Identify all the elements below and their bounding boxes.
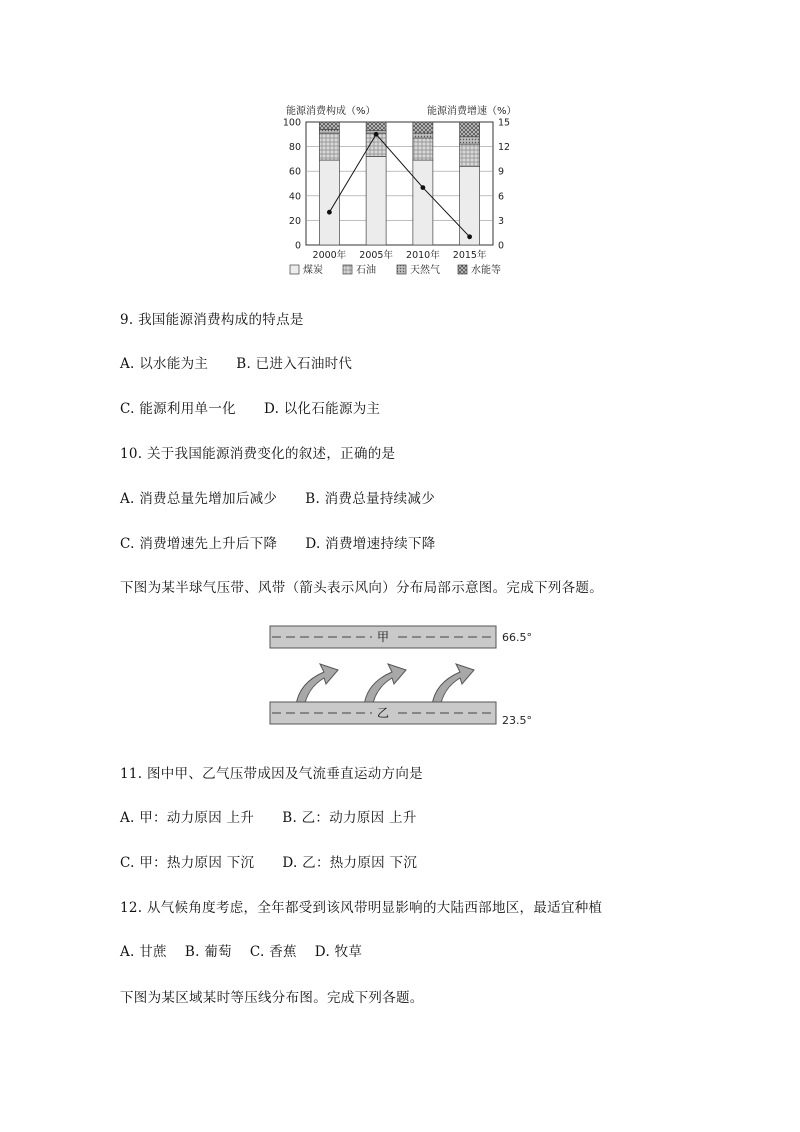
q10-option-d: D. 消费增速持续下降 bbox=[305, 536, 436, 552]
q9-option-d: D. 以化石能源为主 bbox=[263, 401, 381, 417]
left-tick-label: 20 bbox=[288, 215, 301, 227]
right-tick-label: 0 bbox=[498, 240, 505, 252]
left-tick-label: 60 bbox=[288, 166, 301, 178]
bar-segment-煤炭 bbox=[366, 156, 386, 245]
q11-option-a: A. 甲：动力原因 上升 bbox=[120, 810, 255, 826]
legend-swatch bbox=[458, 265, 467, 274]
pressure-belt-diagram bbox=[0, 620, 800, 740]
q10-option-a: A. 消费总量先增加后减少 bbox=[120, 491, 278, 507]
growth-rate-point bbox=[420, 185, 425, 190]
growth-rate-line bbox=[329, 134, 469, 237]
x-tick-label: 2000年 bbox=[312, 250, 347, 261]
left-tick-label: 40 bbox=[288, 191, 301, 203]
wind-arrow bbox=[432, 664, 474, 708]
bar-segment-石油 bbox=[319, 133, 339, 160]
bar-segment-石油 bbox=[460, 144, 480, 166]
bar-segment-天然气 bbox=[460, 137, 480, 144]
right-tick-label: 6 bbox=[498, 191, 505, 203]
right-tick-label: 12 bbox=[498, 142, 511, 154]
bar-segment-天然气 bbox=[319, 129, 339, 133]
bottom-belt-label: 乙 bbox=[376, 706, 390, 720]
q11-options-row1 bbox=[120, 806, 417, 826]
bar-segment-天然气 bbox=[413, 133, 433, 138]
q11-option-d: D. 乙：热力原因 下沉 bbox=[282, 855, 418, 871]
bar-segment-水能等 bbox=[460, 122, 480, 137]
q10-stem: 10. 关于我国能源消费变化的叙述，正确的是 bbox=[120, 446, 396, 462]
q10-option-b: B. 消费总量持续减少 bbox=[305, 491, 436, 507]
legend-label: 石油 bbox=[356, 265, 376, 276]
q11-stem: 11. 图中甲、乙气压带成因及气流垂直运动方向是 bbox=[120, 766, 423, 782]
x-tick-label: 2015年 bbox=[452, 250, 487, 261]
isobar-intro: 下图为某区域某时等压线分布图。完成下列各题。 bbox=[120, 990, 424, 1006]
legend-label: 水能等 bbox=[471, 265, 501, 276]
q11-option-c: C. 甲：热力原因 下沉 bbox=[120, 855, 255, 871]
q9-option-b: B. 已进入石油时代 bbox=[236, 356, 353, 372]
q9-option-c: C. 能源利用单一化 bbox=[120, 401, 236, 417]
energy-consumption-chart bbox=[0, 0, 800, 290]
q12-option-c: C. 香蕉 bbox=[249, 944, 297, 960]
q9-option-a: A. 以水能为主 bbox=[120, 356, 209, 372]
q9-stem: 9. 我国能源消费构成的特点是 bbox=[120, 312, 304, 328]
q10-options-row2 bbox=[120, 532, 436, 552]
pressure-belt-intro: 下图为某半球气压带、风带（箭头表示风向）分布局部示意图。完成下列各题。 bbox=[120, 580, 603, 596]
q11-option-b: B. 乙：动力原因 上升 bbox=[282, 810, 417, 826]
wind-arrow bbox=[296, 664, 338, 708]
bar-segment-水能等 bbox=[413, 122, 433, 133]
right-tick-label: 9 bbox=[498, 166, 505, 178]
q11-options-row2 bbox=[120, 851, 417, 871]
left-tick-label: 0 bbox=[294, 240, 301, 252]
q12-options-row bbox=[120, 940, 362, 960]
growth-rate-point bbox=[327, 210, 332, 215]
q12-stem: 12. 从气候角度考虑，全年都受到该风带明显影响的大陆西部地区，最适宜种植 bbox=[120, 900, 603, 916]
top-latitude-label: 66.5° bbox=[502, 631, 532, 644]
growth-rate-point bbox=[467, 234, 472, 239]
bottom-latitude-label: 23.5° bbox=[502, 714, 532, 727]
left-tick-label: 100 bbox=[282, 117, 301, 129]
x-tick-label: 2010年 bbox=[406, 250, 440, 261]
left-tick-label: 80 bbox=[288, 142, 301, 154]
right-tick-label: 15 bbox=[498, 117, 511, 129]
bar-segment-煤炭 bbox=[413, 160, 433, 245]
left-axis-title: 能源消费构成（%） bbox=[286, 106, 376, 117]
legend-swatch bbox=[290, 265, 299, 274]
bar-segment-石油 bbox=[413, 138, 433, 160]
bar-segment-煤炭 bbox=[460, 166, 480, 245]
legend-label: 天然气 bbox=[410, 265, 440, 276]
legend-label: 煤炭 bbox=[303, 265, 323, 276]
q9-options-row1 bbox=[120, 352, 352, 372]
wind-arrow bbox=[364, 664, 406, 708]
q12-option-a: A. 甘蔗 bbox=[120, 944, 167, 960]
q10-option-c: C. 消费增速先上升后下降 bbox=[120, 536, 278, 552]
q12-option-b: B. 葡萄 bbox=[184, 944, 232, 960]
growth-rate-point bbox=[374, 132, 379, 137]
bar-segment-煤炭 bbox=[319, 160, 339, 245]
x-tick-label: 2005年 bbox=[359, 250, 393, 261]
bar-segment-水能等 bbox=[319, 122, 339, 129]
legend-swatch bbox=[397, 265, 406, 274]
q10-options-row1 bbox=[120, 487, 435, 507]
bar-segment-水能等 bbox=[366, 122, 386, 131]
legend-swatch bbox=[343, 265, 352, 274]
q9-options-row2 bbox=[120, 397, 380, 417]
right-tick-label: 3 bbox=[498, 215, 505, 227]
top-belt-label: 甲 bbox=[376, 630, 390, 644]
right-axis-title: 能源消费增速（%） bbox=[427, 106, 517, 117]
q12-option-d: D. 牧草 bbox=[314, 944, 363, 960]
